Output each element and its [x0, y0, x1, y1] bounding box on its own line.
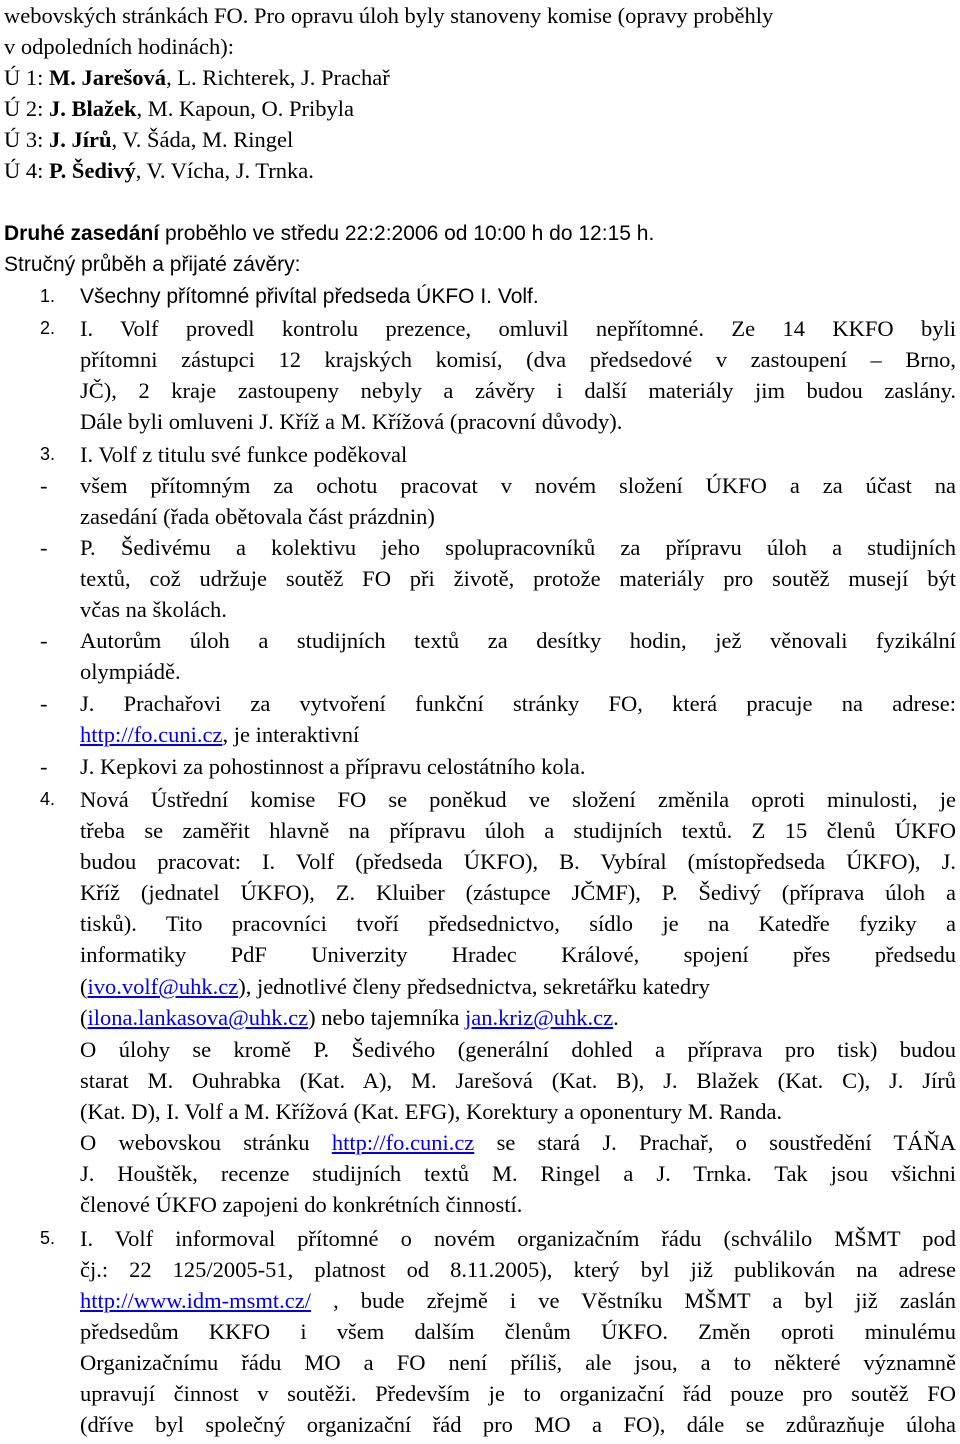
commission-3: Ú 3: J. Jírů, V. Šáda, M. Ringel: [4, 127, 294, 152]
fo-website-link[interactable]: http://fo.cuni.cz: [331, 1130, 475, 1155]
item-number-2: 2.: [40, 318, 56, 338]
thanks-line: J. Kepkovi za pohostinnost a přípravu celostátního kola.: [80, 754, 586, 779]
item-5-line: upravují činnost v soutěži. Především je to organizační řád pouze pro soutěž FO: [80, 1381, 956, 1406]
item-4-line: starat M. Ouhrabka (Kat. A), M. Jarešová (Kat. B), J. Blažek (Kat. C), J. Jírů: [80, 1068, 956, 1093]
item-number-1: 1.: [40, 286, 56, 306]
item-4-line: budou pracovat: I. Volf (předseda ÚKFO), B. Vybíral (místopředseda ÚKFO), J.: [80, 849, 956, 874]
thanks-line: včas na školách.: [80, 597, 227, 622]
intro-line-2: v odpoledních hodinách):: [4, 34, 234, 59]
item-2-line: přítomni zástupci 12 krajských komisí, (dva předsedové v zastoupení – Brno,: [80, 347, 956, 372]
email-link[interactable]: ilona.lankasova@uhk.cz: [87, 1005, 309, 1030]
item-4-line: (ilona.lankasova@uhk.cz) nebo tajemníka jan.kriz@uhk.cz.: [80, 1005, 619, 1030]
item-4-line: informatiky PdF Univerzity Hradec Králové, spojení přes předsedu: [80, 942, 956, 967]
item-4-line: tisků). Tito pracovníci tvoří předsednictvo, sídlo je na Katedře fyziky a: [80, 911, 956, 936]
item-5-line: předsedům KKFO i všem dalším členům ÚKFO. Změn oproti minulému: [80, 1319, 956, 1344]
commission-1: Ú 1: M. Jarešová, L. Richterek, J. Prachař: [4, 65, 390, 90]
meeting-heading: Druhé zasedání proběhlo ve středu 22:2:2006 od 10:00 h do 12:15 h.: [4, 222, 655, 245]
thanks-dash: -: [40, 535, 48, 560]
thanks-dash: -: [40, 754, 48, 779]
item-4-line: O úlohy se kromě P. Šedivého (generální dohled a příprava pro tisk) budou: [80, 1037, 956, 1062]
commission-2: Ú 2: J. Blažek, M. Kapoun, O. Pribyla: [4, 96, 354, 121]
item-5-line: Organizačnímu řádu MO a FO není příliš, ale jsou, a to některé významně: [80, 1350, 956, 1375]
thanks-dash: -: [40, 691, 48, 716]
commission-4: Ú 4: P. Šedivý, V. Vícha, J. Trnka.: [4, 158, 314, 183]
msmt-link[interactable]: http://www.idm-msmt.cz/: [80, 1288, 312, 1313]
item-4-line: J. Houštěk, recenze studijních textů M. Ringel a J. Trnka. Tak jsou všichni: [80, 1161, 956, 1186]
item-1-text: Všechny přítomné přivítal předseda ÚKFO I. Volf.: [80, 285, 539, 308]
item-4-line: (Kat. D), I. Volf a M. Křížová (Kat. EFG), Korektury a oponentury M. Randa.: [80, 1099, 783, 1124]
item-5-line: I. Volf informoval přítomné o novém organizačním řádu (schválilo MŠMT pod: [80, 1226, 956, 1251]
intro-line-1: webovských stránkách FO. Pro opravu úloh byly stanoveny komise (opravy proběhly: [4, 3, 774, 28]
fo-website-link[interactable]: http://fo.cuni.cz: [80, 722, 223, 747]
email-link[interactable]: ivo.volf@uhk.cz: [87, 974, 239, 999]
thanks-line: J. Prachařovi za vytvoření funkční stránky FO, která pracuje na adrese:: [80, 691, 956, 716]
thanks-dash: -: [40, 473, 48, 498]
item-2-line: Dále byli omluveni J. Kříž a M. Křížová (pracovní důvody).: [80, 409, 623, 434]
thanks-line: všem přítomným za ochotu pracovat v novém složení ÚKFO a za účast na: [80, 473, 956, 498]
thanks-line: http://fo.cuni.cz, je interaktivní: [80, 722, 360, 747]
summary-heading: Stručný průběh a přijaté závěry:: [4, 253, 301, 276]
item-3-text: I. Volf z titulu své funkce poděkoval: [80, 442, 408, 467]
thanks-dash: -: [40, 628, 48, 653]
thanks-line: P. Šedivému a kolektivu jeho spolupracovníků za přípravu úloh a studijních: [80, 535, 956, 560]
item-2-line: I. Volf provedl kontrolu prezence, omluvil nepřítomné. Ze 14 KKFO byli: [80, 316, 956, 341]
thanks-line: Autorům úloh a studijních textů za desítky hodin, jež věnovali fyzikální: [80, 628, 956, 653]
item-4-line: Nová Ústřední komise FO se poněkud ve složení změnila oproti minulosti, je: [80, 787, 956, 812]
thanks-line: textů, což udržuje soutěž FO při životě, protože materiály pro soutěž musejí být: [80, 566, 956, 591]
item-4-line: třeba se zaměřit hlavně na přípravu úloh a studijních textů. Z 15 členů ÚKFO: [80, 818, 956, 843]
item-5-line: (dříve byl společný organizační řád pro MO a FO), dále se zdůrazňuje úloha: [80, 1412, 956, 1437]
item-4-line: O webovskou stránku http://fo.cuni.cz se stará J. Prachař, o soustředění TÁŇA: [80, 1130, 956, 1155]
item-4-line: členové ÚKFO zapojeni do konkrétních činností.: [80, 1192, 523, 1217]
email-link[interactable]: jan.kriz@uhk.cz: [464, 1005, 614, 1030]
item-4-line: Kříž (jednatel ÚKFO), Z. Kluiber (zástupce JČMF), P. Šedivý (příprava úloh a: [80, 880, 956, 905]
item-4-line: (ivo.volf@uhk.cz), jednotlivé členy předsednictva, sekretářku katedry: [80, 974, 710, 999]
item-number-5: 5.: [40, 1228, 56, 1248]
item-5-line: http://www.idm-msmt.cz/ , bude zřejmě i ve Věstníku MŠMT a byl již zaslán: [80, 1288, 956, 1313]
item-5-line: čj.: 22 125/2005-51, platnost od 8.11.2005), který byl již publikován na adrese: [80, 1257, 956, 1282]
item-number-3: 3.: [40, 444, 56, 464]
item-2-line: JČ), 2 kraje zastoupeny nebyly a závěry i další materiály jim budou zaslány.: [80, 378, 956, 403]
thanks-line: zasedání (řada obětovala část prázdnin): [80, 504, 435, 529]
thanks-line: olympiádě.: [80, 659, 181, 684]
item-number-4: 4.: [40, 789, 56, 809]
